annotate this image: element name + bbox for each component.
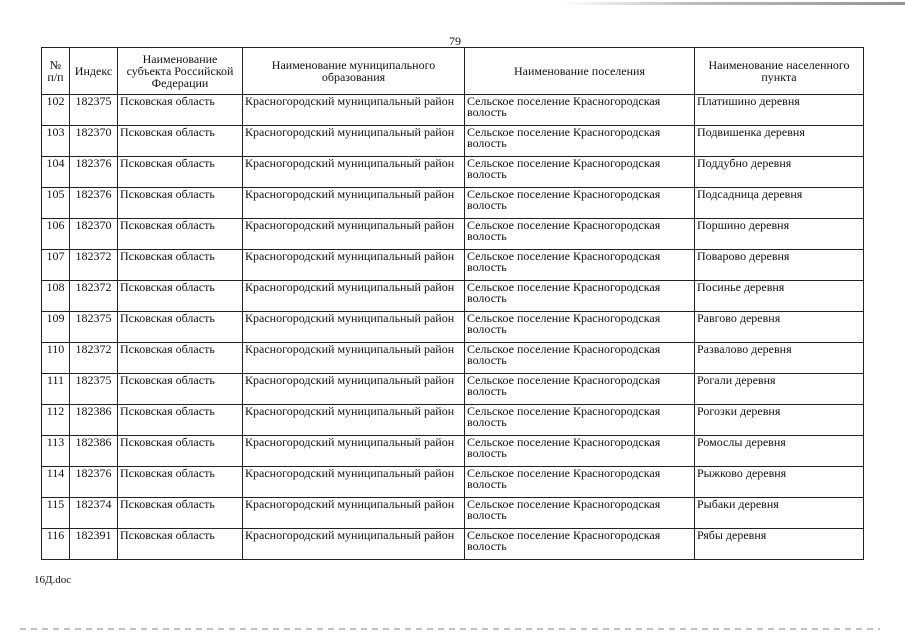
cell-subject: Псковская область <box>118 250 243 281</box>
header-settlement: Наименование поселения <box>465 48 695 95</box>
cell-num: 106 <box>42 219 70 250</box>
table-row <box>42 312 864 343</box>
header-index: Индекс <box>70 48 118 95</box>
cell-index: 182386 <box>70 405 118 436</box>
cell-num: 102 <box>42 95 70 126</box>
cell-num: 109 <box>42 312 70 343</box>
cell-num: 112 <box>42 405 70 436</box>
table-row <box>42 219 864 250</box>
cell-municipality: Красногородский муниципальный район <box>243 219 465 250</box>
cell-subject: Псковская область <box>118 405 243 436</box>
table-row <box>42 126 864 157</box>
cell-municipality: Красногородский муниципальный район <box>243 405 465 436</box>
cell-locality: Поварово деревня <box>695 250 864 281</box>
table-row <box>42 436 864 467</box>
cell-municipality: Красногородский муниципальный район <box>243 467 465 498</box>
cell-municipality: Красногородский муниципальный район <box>243 281 465 312</box>
table-row <box>42 188 864 219</box>
cell-settlement: Сельское поселение Красногородская волость <box>465 219 695 250</box>
cell-index: 182370 <box>70 126 118 157</box>
cell-num: 115 <box>42 498 70 529</box>
cell-index: 182391 <box>70 529 118 560</box>
cell-locality: Платишино деревня <box>695 95 864 126</box>
cell-index: 182376 <box>70 188 118 219</box>
cell-subject: Псковская область <box>118 188 243 219</box>
page-number: 79 <box>449 34 461 48</box>
cell-municipality: Красногородский муниципальный район <box>243 95 465 126</box>
cell-municipality: Красногородский муниципальный район <box>243 126 465 157</box>
cell-subject: Псковская область <box>118 498 243 529</box>
cell-index: 182375 <box>70 312 118 343</box>
cell-subject: Псковская область <box>118 436 243 467</box>
table-row <box>42 250 864 281</box>
header-subject: Наименование субъекта Российской Федерации <box>118 48 243 95</box>
cell-num: 111 <box>42 374 70 405</box>
table-row <box>42 498 864 529</box>
cell-settlement: Сельское поселение Красногородская волость <box>465 157 695 188</box>
cell-subject: Псковская область <box>118 374 243 405</box>
cell-settlement: Сельское поселение Красногородская волость <box>465 467 695 498</box>
cell-subject: Псковская область <box>118 95 243 126</box>
cell-num: 108 <box>42 281 70 312</box>
cell-num: 113 <box>42 436 70 467</box>
cell-municipality: Красногородский муниципальный район <box>243 343 465 374</box>
header-num: № п/п <box>42 48 70 95</box>
cell-locality: Поршино деревня <box>695 219 864 250</box>
cell-municipality: Красногородский муниципальный район <box>243 529 465 560</box>
cell-index: 182374 <box>70 498 118 529</box>
header-locality: Наименование населенного пункта <box>695 48 864 95</box>
cell-municipality: Красногородский муниципальный район <box>243 157 465 188</box>
cell-num: 105 <box>42 188 70 219</box>
cell-settlement: Сельское поселение Красногородская волость <box>465 374 695 405</box>
cell-locality: Подвишенка деревня <box>695 126 864 157</box>
cell-subject: Псковская область <box>118 157 243 188</box>
cell-locality: Рогали деревня <box>695 374 864 405</box>
cell-subject: Псковская область <box>118 312 243 343</box>
cell-locality: Рябы деревня <box>695 529 864 560</box>
cell-index: 182386 <box>70 436 118 467</box>
cell-municipality: Красногородский муниципальный район <box>243 312 465 343</box>
cell-index: 182375 <box>70 374 118 405</box>
cell-settlement: Сельское поселение Красногородская волость <box>465 436 695 467</box>
cell-subject: Псковская область <box>118 219 243 250</box>
cell-municipality: Красногородский муниципальный район <box>243 374 465 405</box>
cell-num: 104 <box>42 157 70 188</box>
table-row <box>42 529 864 560</box>
cell-index: 182375 <box>70 95 118 126</box>
footer-filename: 16Д.doc <box>34 574 72 586</box>
cell-settlement: Сельское поселение Красногородская волость <box>465 312 695 343</box>
cell-locality: Подсадница деревня <box>695 188 864 219</box>
table-header-row <box>42 48 864 95</box>
cell-locality: Ромослы деревня <box>695 436 864 467</box>
table-body <box>42 95 864 560</box>
cell-index: 182372 <box>70 281 118 312</box>
cell-num: 116 <box>42 529 70 560</box>
cell-subject: Псковская область <box>118 529 243 560</box>
table-row <box>42 281 864 312</box>
cell-settlement: Сельское поселение Красногородская волость <box>465 343 695 374</box>
cell-municipality: Красногородский муниципальный район <box>243 436 465 467</box>
cell-subject: Псковская область <box>118 126 243 157</box>
cell-subject: Псковская область <box>118 467 243 498</box>
cell-municipality: Красногородский муниципальный район <box>243 498 465 529</box>
table-row <box>42 343 864 374</box>
scan-artifact-top <box>560 2 905 5</box>
cell-locality: Рыбаки деревня <box>695 498 864 529</box>
cell-locality: Посинье деревня <box>695 281 864 312</box>
scan-artifact-bottom <box>20 628 880 630</box>
cell-num: 103 <box>42 126 70 157</box>
table-row <box>42 405 864 436</box>
cell-municipality: Красногородский муниципальный район <box>243 250 465 281</box>
cell-subject: Псковская область <box>118 343 243 374</box>
cell-locality: Развалово деревня <box>695 343 864 374</box>
cell-num: 114 <box>42 467 70 498</box>
table-row <box>42 467 864 498</box>
cell-num: 107 <box>42 250 70 281</box>
table-row <box>42 157 864 188</box>
cell-index: 182372 <box>70 343 118 374</box>
header-municipality: Наименование муниципального образования <box>243 48 465 95</box>
cell-index: 182370 <box>70 219 118 250</box>
cell-settlement: Сельское поселение Красногородская волость <box>465 405 695 436</box>
settlements-table <box>41 47 864 560</box>
cell-locality: Рыжково деревня <box>695 467 864 498</box>
cell-municipality: Красногородский муниципальный район <box>243 188 465 219</box>
cell-index: 182376 <box>70 467 118 498</box>
cell-locality: Рогозки деревня <box>695 405 864 436</box>
cell-subject: Псковская область <box>118 281 243 312</box>
cell-locality: Равгово деревня <box>695 312 864 343</box>
cell-settlement: Сельское поселение Красногородская волость <box>465 281 695 312</box>
cell-settlement: Сельское поселение Красногородская волость <box>465 95 695 126</box>
table-row <box>42 95 864 126</box>
cell-locality: Поддубно деревня <box>695 157 864 188</box>
cell-num: 110 <box>42 343 70 374</box>
cell-index: 182372 <box>70 250 118 281</box>
cell-settlement: Сельское поселение Красногородская волость <box>465 250 695 281</box>
cell-settlement: Сельское поселение Красногородская волость <box>465 188 695 219</box>
cell-settlement: Сельское поселение Красногородская волость <box>465 498 695 529</box>
cell-settlement: Сельское поселение Красногородская волость <box>465 529 695 560</box>
cell-index: 182376 <box>70 157 118 188</box>
table-row <box>42 374 864 405</box>
cell-settlement: Сельское поселение Красногородская волость <box>465 126 695 157</box>
